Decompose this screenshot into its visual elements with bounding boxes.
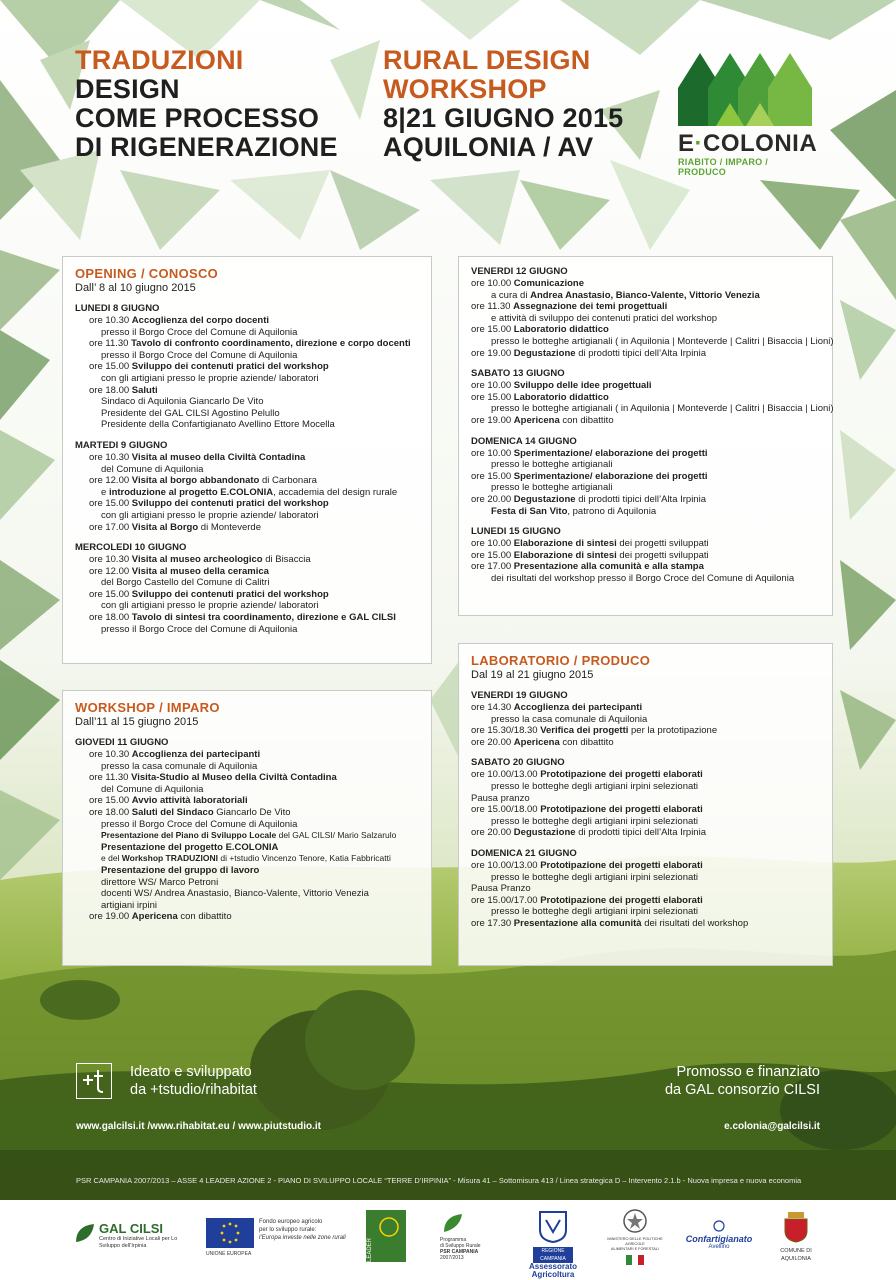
day-block — [75, 737, 419, 923]
day-block — [471, 436, 820, 518]
line-activity: Sviluppo dei contenuti pratici del workshop — [131, 498, 329, 510]
line-text: ore 17.00 — [89, 521, 132, 533]
line-text: dei risultati del workshop — [641, 917, 749, 929]
line-activity: Prototipazione dei progetti elaborati — [540, 859, 703, 871]
schedule-line — [75, 795, 419, 807]
line-text: ore 15.30/18.30 — [471, 725, 541, 737]
schedule-line — [471, 348, 820, 360]
line-activity: Apericena — [513, 414, 560, 426]
schedule-line — [471, 895, 820, 907]
line-activity: Presentazione alla comunità — [513, 917, 642, 929]
schedule-line — [75, 327, 419, 339]
schedule-line — [471, 335, 834, 348]
line-activity: Sviluppo dei contenuti pratici del workshop — [131, 588, 329, 600]
line-text: presso le botteghe degli artigiani irpini selezionati — [491, 871, 699, 883]
day-title: SABATO 20 GIUGNO — [471, 757, 565, 769]
line-activity: Visita al Borgo — [131, 521, 199, 533]
schedule-line — [75, 566, 419, 578]
line-text: ore 10.30 — [89, 315, 132, 326]
line-activity: Sviluppo dei contenuti pratici del workshop — [131, 361, 329, 373]
line-text: di +tstudio Vincenzo Tenore, Katia Fabbricatti — [217, 853, 391, 864]
schedule-line — [75, 338, 419, 350]
laboratorio-panel — [458, 643, 833, 966]
line-text: ore 10.00/13.00 — [471, 769, 541, 781]
line-text: ore 17.00 — [471, 561, 514, 573]
line-text: ore 19.00 — [471, 347, 514, 359]
line-activity: Presentazione del Piano di Sviluppo Locale — [101, 830, 277, 841]
line-activity: Tavolo di sintesi tra coordinamento, direzione e GAL CILSI — [131, 612, 396, 624]
gal-cilsi-logo: GAL CILSI Centro di Iniziative Locali per Lo Sviluppo dell’Irpinia — [74, 1222, 194, 1250]
line-text: del Borgo Castello del Comune di Calitri — [101, 577, 270, 589]
line-text: ore 11.30 — [89, 772, 132, 784]
schedule-line — [471, 403, 834, 415]
day-title: DOMENICA 14 GIUGNO — [471, 435, 577, 447]
line-text: Giancarlo De Vito — [213, 806, 291, 818]
eu-flag-icon — [206, 1218, 254, 1248]
line-text: presso la casa comunale di Aquilonia — [491, 713, 648, 725]
line-text: ore 10.30 — [89, 554, 132, 566]
line-text: presso il Borgo Croce del Comune di Aquilonia — [101, 326, 298, 338]
email-link[interactable]: e.colonia@galcilsi.it — [724, 1121, 820, 1132]
credit-left: Ideato e sviluppato da +tstudio/rihabitat — [130, 1064, 257, 1098]
schedule-line — [471, 737, 820, 749]
line-text: , accademia del design rurale — [273, 486, 398, 498]
schedule-line — [75, 522, 419, 534]
schedule-line — [75, 385, 419, 397]
schedule — [471, 266, 834, 584]
schedule-line — [471, 781, 820, 793]
line-activity: Saluti del Sindaco — [131, 806, 214, 818]
day-block — [471, 848, 820, 930]
header-left-line: DI RIGENERAZIONE — [75, 132, 338, 162]
schedule-line — [471, 702, 820, 714]
schedule — [75, 737, 419, 923]
line-text: ore 10.30 — [89, 749, 132, 760]
leader-star-icon — [378, 1216, 400, 1238]
line-activity: Elaborazione di sintesi — [513, 549, 617, 561]
line-text: Sindaco di Aquilonia Giancarlo De Vito — [101, 396, 264, 408]
line-text: ore 18.00 — [89, 384, 132, 396]
line-text: Presidente della Confartigianato Avellino Ettore Mocella — [101, 419, 335, 431]
header-center — [383, 46, 623, 162]
line-activity: Apericena — [513, 736, 560, 748]
line-text: Pausa Pranzo — [471, 883, 531, 895]
confart-icon — [713, 1220, 725, 1232]
line-text: presso la casa comunale di Aquilonia — [101, 760, 258, 772]
line-activity: Visita al museo della Civiltà Contadina — [131, 451, 306, 463]
schedule-line — [471, 278, 820, 290]
line-text: e attività di sviluppo dei contenuti pratici del workshop — [491, 312, 718, 324]
day-block — [471, 266, 834, 359]
schedule-line — [75, 373, 419, 385]
schedule-line — [471, 816, 820, 828]
opening-panel — [62, 256, 432, 664]
line-activity: Verifica dei progetti — [540, 725, 629, 737]
schedule-line — [75, 487, 419, 499]
confartigianato-logo: Confartigianato Avellino — [684, 1220, 754, 1251]
line-activity: Visita al borgo abbandonato — [131, 475, 260, 487]
line-text: con dibattito — [559, 736, 614, 748]
line-text: presso le botteghe degli artigiani irpini selezionati — [491, 906, 699, 918]
line-text: ore 18.00 — [89, 806, 132, 818]
header-center-accent: WORKSHOP — [383, 74, 547, 104]
line-activity: Avvio attività laboratoriali — [131, 795, 248, 807]
line-text: presso le botteghe degli artigiani irpini selezionati — [491, 815, 699, 827]
day-block — [75, 303, 419, 431]
schedule — [75, 303, 419, 635]
line-text: ore 15.00 — [89, 795, 132, 807]
schedule-line — [471, 769, 820, 781]
line-text: artigiani irpini — [101, 899, 157, 911]
line-text: ore 10.00 — [471, 278, 514, 289]
line-text: di Bisaccia — [262, 554, 311, 566]
schedule-line — [471, 573, 820, 585]
line-text: ore 15.00 — [89, 498, 132, 510]
schedule-line — [471, 415, 820, 427]
line-text: ore 12.00 — [89, 475, 132, 487]
line-text: direttore WS/ Marco Petroni — [101, 876, 219, 888]
website-links[interactable]: www.galcilsi.it /www.rihabitat.eu / www.piutstudio.it — [76, 1121, 322, 1132]
schedule-line — [471, 538, 820, 550]
ministero-logo: MINISTERO DELLE POLITICHE AGRICOLE ALIMENTARI E FORESTALI — [600, 1208, 670, 1265]
line-activity: Degustazione — [513, 827, 576, 839]
line-text: ore 15.00/18.00 — [471, 804, 541, 816]
schedule-line — [75, 554, 419, 566]
line-text: ore 19.00 — [471, 414, 514, 426]
header-left — [75, 46, 338, 162]
day-block — [471, 368, 834, 426]
schedule-line — [471, 392, 820, 404]
line-text: del GAL CILSI/ Mario Salzarulo — [276, 830, 397, 841]
line-text: presso le botteghe degli artigiani irpini selezionati — [491, 780, 699, 792]
schedule-line — [471, 561, 820, 573]
schedule-line — [75, 577, 419, 589]
schedule-line — [75, 888, 419, 900]
day-title: MERCOLEDI 10 GIUGNO — [75, 542, 187, 554]
line-text: ore 17.30 — [471, 917, 514, 929]
regione-shield-icon — [538, 1210, 568, 1244]
line-text: ore 15.00 — [89, 588, 132, 600]
line-activity: Apericena — [131, 911, 178, 923]
schedule-line — [471, 860, 820, 872]
schedule-line — [75, 600, 419, 612]
line-activity: Prototipazione dei progetti elaborati — [540, 894, 703, 906]
line-activity: Presentazione alla comunità e alla stampa — [513, 561, 704, 573]
day-block — [471, 526, 820, 584]
line-text: e — [101, 486, 109, 498]
line-activity: Prototipazione dei progetti elaborati — [540, 804, 703, 816]
line-text: dei progetti sviluppati — [616, 549, 709, 561]
schedule-line — [75, 361, 419, 373]
schedule-line — [75, 624, 419, 636]
day-block — [75, 440, 419, 533]
line-activity: introduzione al progetto E.COLONIA — [108, 486, 274, 498]
line-activity: Visita al museo della ceramica — [131, 565, 269, 577]
gal-leaf-icon — [74, 1222, 96, 1244]
line-text: di Monteverde — [198, 521, 261, 533]
schedule-line — [471, 725, 820, 737]
line-text: di prodotti tipici dell’Alta Irpinia — [575, 493, 706, 505]
schedule-line — [471, 494, 820, 506]
day-title: LUNEDI 8 GIUGNO — [75, 303, 160, 314]
line-activity: Andrea Anastasio, Bianco-Valente, Vittorio Venezia — [530, 289, 760, 301]
line-text: e del — [101, 853, 122, 864]
line-text: ore 11.30 — [471, 301, 514, 313]
day-block — [75, 542, 419, 635]
line-activity: Laboratorio didattico — [513, 391, 609, 403]
line-text: ore 15.00 — [471, 549, 514, 561]
schedule-line — [75, 408, 419, 420]
line-text: presso il Borgo Croce del Comune di Aquilonia — [101, 818, 298, 830]
eu-logo: Fondo europeo agricolo per lo sviluppo rurale: l’Europa investe nelle zone rurali UNIONE EUROPEA — [206, 1219, 346, 1257]
line-activity: Sviluppo delle idee progettuali — [513, 380, 652, 392]
line-text: del Comune di Aquilonia — [101, 463, 204, 475]
header-center-accent: RURAL DESIGN — [383, 45, 591, 75]
schedule-line — [75, 396, 419, 408]
section-dates: Dall’11 al 15 giugno 2015 — [75, 716, 199, 728]
schedule-line — [75, 819, 419, 831]
schedule-line — [75, 784, 419, 796]
workshop-continued-panel — [458, 256, 833, 616]
schedule-line — [75, 853, 419, 865]
leaf-icon — [440, 1210, 466, 1234]
line-activity: Accoglienza dei partecipanti — [513, 702, 643, 713]
day-title: VENERDI 19 GIUGNO — [471, 690, 568, 701]
schedule-line — [75, 350, 419, 362]
line-text: Presidente del GAL CILSI Agostino Pelullo — [101, 407, 280, 419]
section-dates: Dall’ 8 al 10 giugno 2015 — [75, 282, 196, 294]
workshop-panel — [62, 690, 432, 966]
schedule-line — [471, 804, 820, 816]
line-text: ore 15.00 — [471, 470, 514, 482]
comune-crest-icon — [782, 1210, 810, 1244]
line-activity: Prototipazione dei progetti elaborati — [540, 769, 703, 781]
day-title: LUNEDI 15 GIUGNO — [471, 526, 561, 538]
schedule-line — [75, 807, 419, 819]
header-left-accent: TRADUZIONI — [75, 45, 244, 75]
line-text: , patrono di Aquilonia — [567, 505, 657, 517]
schedule-line — [75, 911, 419, 923]
line-text: dei progetti sviluppati — [616, 538, 709, 550]
line-text: dei risultati del workshop presso il Borgo Croce del Comune di Aquilonia — [491, 572, 795, 584]
line-text: per la prototipazione — [628, 725, 718, 737]
schedule-line — [471, 448, 820, 460]
line-text: ore 12.00 — [89, 565, 132, 577]
line-activity: Laboratorio didattico — [513, 324, 609, 336]
line-text: ore 15.00 — [471, 324, 514, 336]
schedule-line — [75, 452, 419, 464]
partner-logos — [0, 1200, 896, 1280]
line-text: del Comune di Aquilonia — [101, 783, 204, 795]
schedule-line — [75, 464, 419, 476]
event-location: AQUILONIA / AV — [383, 132, 594, 162]
line-activity: Tavolo di confronto coordinamento, direzione e corpo docenti — [131, 338, 411, 350]
line-activity: Comunicazione — [513, 278, 584, 289]
line-text: ore 15.00 — [471, 391, 514, 403]
schedule-line — [471, 301, 820, 313]
line-activity: Elaborazione di sintesi — [513, 538, 617, 550]
day-block — [471, 757, 820, 839]
line-text: con gli artigiani presso le proprie aziende/ laboratori — [101, 509, 319, 521]
schedule-line — [471, 883, 820, 895]
day-title: VENERDI 12 GIUGNO — [471, 266, 568, 277]
schedule-line — [75, 830, 419, 842]
schedule-line — [471, 324, 820, 336]
day-block — [471, 690, 820, 748]
emblem-icon — [622, 1208, 648, 1234]
section-dates: Dal 19 al 21 giugno 2015 — [471, 669, 594, 681]
line-text: presso le botteghe artigianali — [491, 459, 613, 471]
line-activity: Sperimentazione/ elaborazione dei progetti — [513, 470, 708, 482]
section-title: LABORATORIO / PRODUCO — [471, 653, 651, 668]
schedule — [471, 690, 820, 930]
line-activity: Accoglienza del corpo docenti — [131, 315, 270, 326]
day-title: GIOVEDI 11 GIUGNO — [75, 737, 169, 748]
schedule-line — [75, 842, 419, 854]
schedule-line — [75, 749, 419, 761]
schedule-line — [75, 900, 419, 912]
line-text: ore 10.30 — [89, 451, 132, 463]
line-text: ore 15.00 — [89, 361, 132, 373]
line-text: presso le botteghe artigianali ( in Aquilonia | Monteverde | Calitri | Bisaccia | Lioni) — [491, 403, 834, 415]
schedule-line — [471, 550, 820, 562]
line-text: di prodotti tipici dell’Alta Irpinia — [575, 827, 706, 839]
schedule-line — [471, 793, 820, 805]
line-text: ore 20.00 — [471, 493, 514, 505]
schedule-line — [471, 827, 820, 839]
day-title: SABATO 13 GIUGNO — [471, 368, 565, 380]
psr-campania-logo: Programma di Sviluppo Rurale PSR CAMPANIA 2007/2013 — [440, 1210, 490, 1261]
line-text: docenti WS/ Andrea Anastasio, Bianco-Valente, Vittorio Venezia — [101, 888, 369, 900]
regione-campania-logo: REGIONE CAMPANIA Assessorato Agricoltura — [508, 1210, 598, 1279]
day-title: DOMENICA 21 GIUGNO — [471, 847, 577, 859]
line-text: di Carbonara — [259, 475, 317, 487]
line-activity: Visita al museo archeologico — [131, 554, 263, 566]
line-text: con gli artigiani presso le proprie aziende/ laboratori — [101, 372, 319, 384]
line-text: ore 18.00 — [89, 612, 132, 624]
logo-tagline: RIABITO / IMPARO / PRODUCO — [678, 157, 769, 177]
psr-notice: PSR CAMPANIA 2007/2013 – ASSE 4 LEADER AZIONE 2 - PIANO DI SVILUPPO LOCALE “TERRE D’IRPINIA” - Misura 41 – Sottomisura 413 / Linea strategica D – Intervento 2.1.b - Nuova impresa e nuova economia — [76, 1176, 802, 1185]
section-title: OPENING / CONOSCO — [75, 266, 219, 281]
line-text: di prodotti tipici dell’Alta Irpinia — [575, 347, 706, 359]
line-text: ore 10.00/13.00 — [471, 859, 541, 871]
line-text: presso le botteghe artigianali ( in Aquilonia | Monteverde | Calitri | Bisaccia | Lioni) — [491, 335, 834, 347]
schedule-line — [75, 419, 419, 431]
schedule-line — [75, 877, 419, 889]
line-text: ore 20.00 — [471, 736, 514, 748]
line-text: con dibattito — [559, 414, 614, 426]
tstudio-logo-icon — [76, 1063, 112, 1099]
comune-aquilonia-logo: COMUNE DI AQUILONIA — [766, 1210, 826, 1263]
line-text: Pausa pranzo — [471, 792, 530, 804]
schedule-line — [471, 290, 820, 302]
section-title: WORKSHOP / IMPARO — [75, 700, 220, 715]
line-text: presso il Borgo Croce del Comune di Aquilonia — [101, 623, 298, 635]
schedule-line — [75, 315, 419, 327]
schedule-line — [471, 872, 820, 884]
schedule-line — [471, 482, 820, 494]
italian-flag-icon — [626, 1255, 644, 1265]
line-text: con gli artigiani presso le proprie aziende/ laboratori — [101, 600, 319, 612]
logo-name: E·COLONIA — [678, 130, 818, 157]
schedule-line — [471, 918, 820, 930]
schedule-line — [471, 459, 820, 471]
schedule-line — [471, 906, 820, 918]
line-text: ore 15.00/17.00 — [471, 894, 541, 906]
schedule-line — [471, 714, 820, 726]
line-text: ore 10.00 — [471, 538, 514, 550]
schedule-line — [471, 313, 820, 325]
schedule-line — [75, 761, 419, 773]
line-activity: Sperimentazione/ elaborazione dei progetti — [513, 447, 708, 459]
schedule-line — [75, 612, 419, 624]
line-text: ore 19.00 — [89, 911, 132, 923]
header-left-line: DESIGN — [75, 74, 180, 104]
event-dates: 8|21 GIUGNO 2015 — [383, 103, 624, 133]
ecolonia-logo — [678, 48, 818, 177]
schedule-line — [75, 498, 419, 510]
line-activity: Presentazione del gruppo di lavoro — [101, 864, 260, 876]
line-text: con dibattito — [177, 911, 232, 923]
line-text: presso il Borgo Croce del Comune di Aquilonia — [101, 349, 298, 361]
line-activity: Degustazione — [513, 493, 576, 505]
schedule-line — [75, 589, 419, 601]
line-activity: Festa di San Vito — [491, 505, 568, 517]
schedule-line — [471, 380, 820, 392]
schedule-line — [75, 510, 419, 522]
schedule-line — [75, 865, 419, 877]
schedule-line — [75, 475, 419, 487]
schedule-line — [471, 471, 820, 483]
schedule-line — [471, 506, 820, 518]
schedule-line — [75, 772, 419, 784]
line-activity: Saluti — [131, 384, 158, 396]
leader-logo: LEADER — [366, 1210, 406, 1262]
line-text: presso le botteghe artigianali — [491, 482, 613, 494]
line-activity: Assegnazione dei temi progettuali — [513, 301, 668, 313]
line-text: ore 20.00 — [471, 827, 514, 839]
ecolonia-mark-icon — [678, 48, 812, 126]
line-text: a cura di — [491, 289, 531, 301]
line-text: ore 14.30 — [471, 702, 514, 713]
day-title: MARTEDI 9 GIUGNO — [75, 439, 168, 451]
line-activity: Presentazione del progetto E.COLONIA — [101, 841, 279, 853]
line-activity: Visita-Studio al Museo della Civiltà Contadina — [131, 772, 337, 784]
line-text: ore 10.00 — [471, 447, 514, 459]
credit-right: Promosso e finanziato da GAL consorzio CILSI — [664, 1064, 820, 1098]
header-left-line: COME PROCESSO — [75, 103, 320, 133]
line-activity: Accoglienza dei partecipanti — [131, 749, 261, 760]
line-activity: Workshop TRADUZIONI — [121, 853, 218, 864]
line-text: ore 10.00 — [471, 380, 514, 392]
line-activity: Degustazione — [513, 347, 576, 359]
line-text: ore 11.30 — [89, 338, 132, 350]
